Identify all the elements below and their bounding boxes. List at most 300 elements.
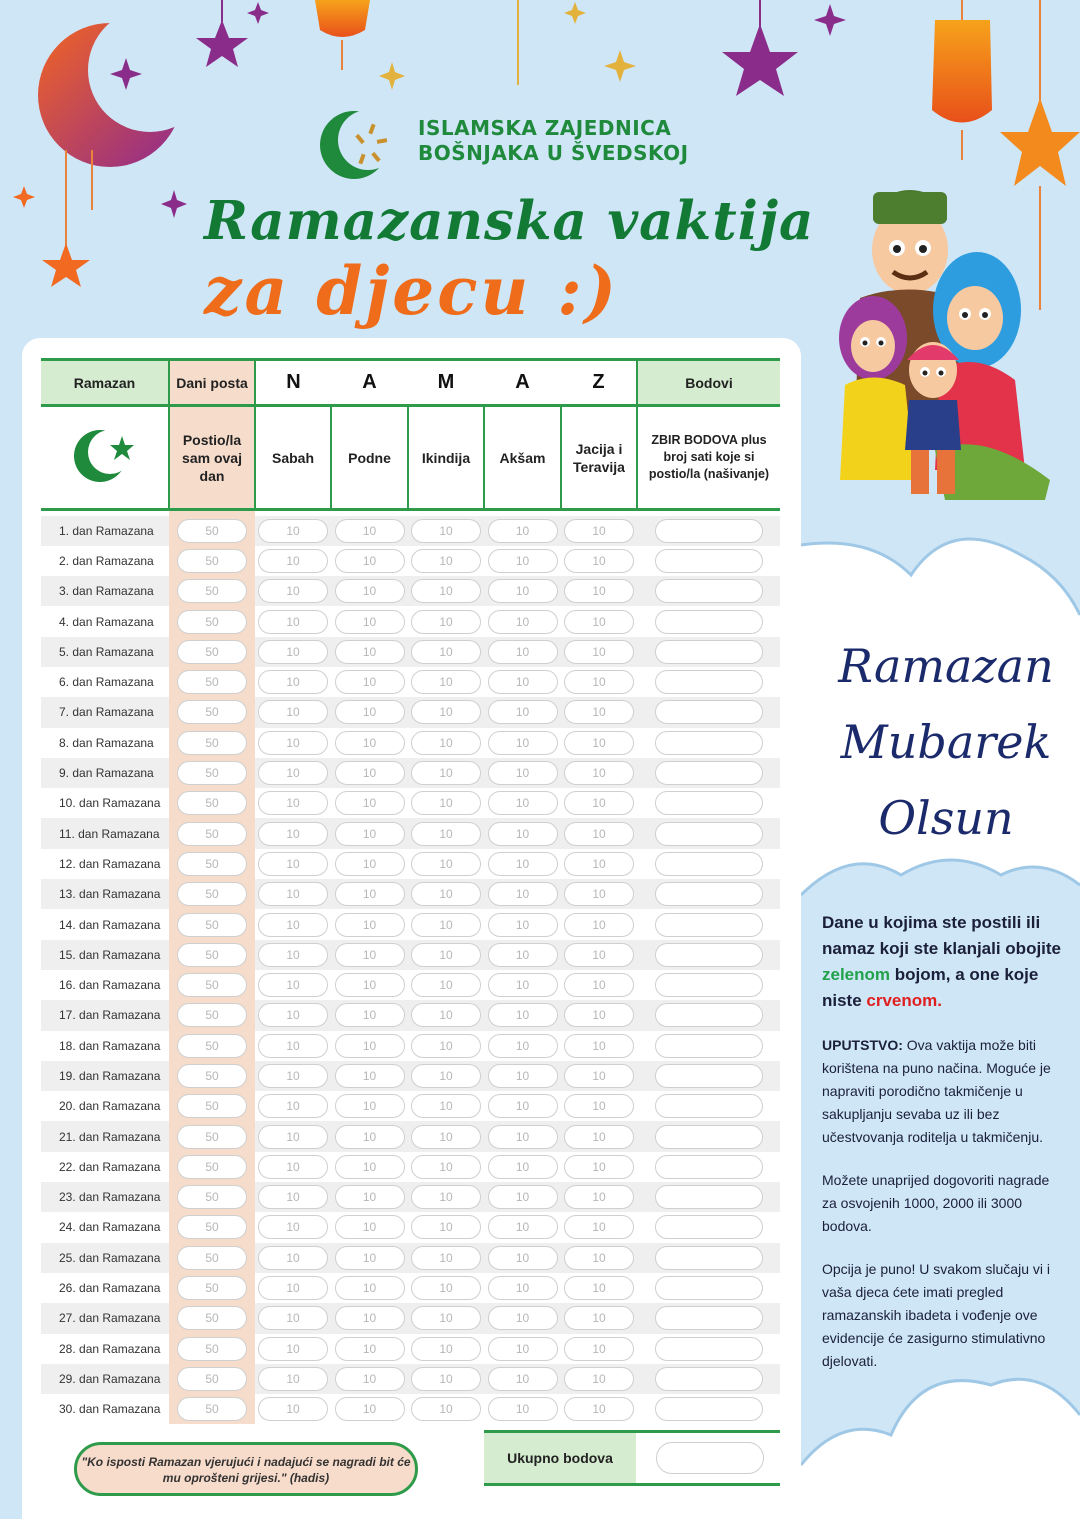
total-cell [637, 1152, 780, 1182]
day-total-field[interactable] [655, 1246, 763, 1270]
total-cell [637, 1121, 780, 1151]
prayer-points-field[interactable]: 10 [564, 1367, 634, 1391]
total-cell [637, 1091, 780, 1121]
prayer-cell [255, 606, 331, 636]
prayer-points-field[interactable]: 10 [335, 1094, 405, 1118]
prayer-points-field[interactable]: 10 [564, 1337, 634, 1361]
prayer-cell [331, 697, 408, 727]
prayer-points-field[interactable]: 10 [488, 549, 558, 573]
prayer-points-field[interactable]: 10 [411, 549, 481, 573]
prayer-points-field[interactable]: 10 [564, 1185, 634, 1209]
prayer-points-field[interactable]: 10 [564, 1155, 634, 1179]
prayer-points-field[interactable]: 10 [411, 913, 481, 937]
prayer-points-field[interactable]: 10 [488, 1155, 558, 1179]
prayer-points-field[interactable]: 10 [258, 640, 328, 664]
prayer-points-field[interactable]: 10 [335, 579, 405, 603]
prayer-points-field[interactable]: 10 [335, 1125, 405, 1149]
prayer-points-field[interactable]: 10 [258, 822, 328, 846]
prayer-points-field[interactable]: 10 [488, 670, 558, 694]
prayer-cell [561, 1212, 637, 1242]
prayer-points-field[interactable]: 10 [258, 1215, 328, 1239]
prayer-cell [484, 637, 561, 667]
day-total-field[interactable] [655, 913, 763, 937]
prayer-cell [255, 909, 331, 939]
fast-points-field[interactable]: 50 [177, 1276, 247, 1300]
day-label: 9. dan Ramazana [41, 758, 169, 788]
prayer-points-field[interactable]: 10 [335, 1064, 405, 1088]
prayer-points-field[interactable]: 10 [488, 579, 558, 603]
prayer-points-field[interactable]: 10 [258, 579, 328, 603]
day-label: 26. dan Ramazana [59, 1281, 161, 1296]
prayer-cell [255, 788, 331, 818]
fast-points-field[interactable]: 50 [177, 1064, 247, 1088]
prayer-points-field[interactable]: 10 [564, 549, 634, 573]
total-row [484, 1430, 780, 1486]
prayer-points-field[interactable]: 10 [335, 913, 405, 937]
prayer-points-field[interactable]: 10 [258, 1246, 328, 1270]
prayer-points-field[interactable]: 10 [258, 973, 328, 997]
prayer-points-field[interactable]: 10 [411, 1155, 481, 1179]
prayer-points-field[interactable]: 10 [564, 943, 634, 967]
prayer-cell [255, 970, 331, 1000]
prayer-points-field[interactable]: 10 [335, 549, 405, 573]
prayer-points-field[interactable]: 10 [258, 1155, 328, 1179]
prayer-points-field[interactable]: 10 [335, 852, 405, 876]
prayer-points-field[interactable]: 10 [564, 1215, 634, 1239]
day-total-field[interactable] [655, 670, 763, 694]
table-row [41, 1000, 780, 1030]
prayer-points-field[interactable]: 10 [488, 700, 558, 724]
fast-cell [169, 667, 255, 697]
prayer-points-field[interactable]: 10 [335, 943, 405, 967]
total-cell [637, 576, 780, 606]
prayer-points-field[interactable]: 10 [335, 882, 405, 906]
prayer-points-field[interactable]: 10 [258, 852, 328, 876]
fast-cell [169, 758, 255, 788]
total-cell [637, 940, 780, 970]
fast-points-field[interactable]: 50 [177, 700, 247, 724]
prayer-points-field[interactable]: 10 [335, 640, 405, 664]
prayer-cell [561, 1334, 637, 1364]
prayer-points-field[interactable]: 10 [488, 1125, 558, 1149]
prayer-cell [331, 516, 408, 546]
day-label: 16. dan Ramazana [59, 978, 161, 993]
prayer-cell [408, 728, 484, 758]
prayer-cell [408, 1121, 484, 1151]
fast-points-field[interactable]: 50 [177, 640, 247, 664]
prayer-points-field[interactable]: 10 [488, 1337, 558, 1361]
prayer-points-field[interactable]: 10 [411, 761, 481, 785]
prayer-points-field[interactable]: 10 [564, 1306, 634, 1330]
prayer-cell [561, 909, 637, 939]
prayer-points-field[interactable]: 10 [564, 670, 634, 694]
prayer-points-field[interactable]: 10 [488, 822, 558, 846]
prayer-points-field[interactable]: 10 [488, 761, 558, 785]
prayer-points-field[interactable]: 10 [335, 1155, 405, 1179]
col-header-bodovi: Bodovi [637, 360, 780, 406]
fast-points-field[interactable]: 50 [177, 1125, 247, 1149]
fast-points-field[interactable]: 50 [177, 852, 247, 876]
fast-points-field[interactable]: 50 [177, 579, 247, 603]
prayer-points-field[interactable]: 10 [411, 1337, 481, 1361]
prayer-points-field[interactable]: 10 [258, 943, 328, 967]
prayer-points-field[interactable]: 10 [258, 700, 328, 724]
prayer-points-field[interactable]: 10 [335, 1185, 405, 1209]
table-row [41, 818, 780, 848]
prayer-points-field[interactable]: 10 [411, 731, 481, 755]
prayer-points-field[interactable]: 10 [411, 1034, 481, 1058]
prayer-points-field[interactable]: 10 [564, 731, 634, 755]
prayer-points-field[interactable]: 10 [564, 822, 634, 846]
prayer-cell [561, 637, 637, 667]
fast-points-field[interactable]: 50 [177, 731, 247, 755]
prayer-points-field[interactable]: 10 [488, 610, 558, 634]
day-total-field[interactable] [655, 882, 763, 906]
prayer-points-field[interactable]: 10 [258, 610, 328, 634]
prayer-points-field[interactable]: 10 [488, 943, 558, 967]
day-label: 13. dan Ramazana [41, 879, 169, 909]
fast-cell [169, 1061, 255, 1091]
day-total-field[interactable] [655, 1185, 763, 1209]
fast-points-field[interactable]: 50 [177, 822, 247, 846]
prayer-points-field[interactable]: 10 [258, 882, 328, 906]
prayer-points-field[interactable]: 10 [335, 1276, 405, 1300]
day-label: 23. dan Ramazana [41, 1182, 169, 1212]
fast-points-field[interactable]: 50 [177, 1215, 247, 1239]
fast-points-field[interactable]: 50 [177, 1337, 247, 1361]
prayer-points-field[interactable]: 10 [335, 731, 405, 755]
prayer-points-field[interactable]: 10 [411, 1003, 481, 1027]
prayer-points-field[interactable]: 10 [335, 670, 405, 694]
total-cell [637, 1182, 780, 1212]
prayer-points-field[interactable]: 10 [335, 1337, 405, 1361]
table-row [41, 576, 780, 606]
prayer-cell [331, 1334, 408, 1364]
prayer-points-field[interactable]: 10 [411, 1367, 481, 1391]
prayer-points-field[interactable]: 10 [411, 1215, 481, 1239]
prayer-points-field[interactable]: 10 [411, 640, 481, 664]
prayer-points-field[interactable]: 10 [564, 882, 634, 906]
table-row [41, 1091, 780, 1121]
prayer-cell [255, 1121, 331, 1151]
day-total-field[interactable] [655, 1337, 763, 1361]
day-total-field[interactable] [655, 1094, 763, 1118]
prayer-cell [408, 1182, 484, 1212]
prayer-points-field[interactable]: 10 [258, 1003, 328, 1027]
day-total-field[interactable] [655, 1215, 763, 1239]
prayer-points-field[interactable]: 10 [488, 852, 558, 876]
prayer-points-field[interactable]: 10 [488, 973, 558, 997]
fast-points-field[interactable]: 50 [177, 943, 247, 967]
prayer-points-field[interactable]: 10 [335, 1306, 405, 1330]
prayer-points-field[interactable]: 10 [488, 1306, 558, 1330]
day-total-field[interactable] [655, 1306, 763, 1330]
prayer-points-field[interactable]: 10 [488, 1094, 558, 1118]
fast-cell [169, 909, 255, 939]
prayer-points-field[interactable]: 10 [335, 519, 405, 543]
prayer-points-field[interactable]: 10 [411, 1397, 481, 1421]
fast-cell [169, 546, 255, 576]
prayer-points-field[interactable]: 10 [564, 791, 634, 815]
vaktija-table-wrapper [41, 358, 780, 1424]
prayer-points-field[interactable]: 10 [258, 791, 328, 815]
prayer-points-field[interactable]: 10 [258, 1276, 328, 1300]
prayer-cell [255, 1303, 331, 1333]
prayer-cell [484, 970, 561, 1000]
day-total-field[interactable] [655, 761, 763, 785]
day-total-field[interactable] [655, 973, 763, 997]
prayer-points-field[interactable]: 10 [335, 1246, 405, 1270]
vaktija-table [41, 358, 780, 1424]
table-row [41, 1243, 780, 1273]
table-row [41, 1061, 780, 1091]
prayer-points-field[interactable]: 10 [258, 1397, 328, 1421]
page-title: Ramazanska vaktija [204, 190, 815, 252]
prayer-points-field[interactable]: 10 [411, 1276, 481, 1300]
prayer-points-field[interactable]: 10 [564, 1246, 634, 1270]
fast-points-field[interactable]: 50 [177, 1306, 247, 1330]
prayer-cell [561, 1121, 637, 1151]
prayer-points-field[interactable]: 10 [488, 1034, 558, 1058]
fast-points-field[interactable]: 50 [177, 882, 247, 906]
prayer-points-field[interactable]: 10 [564, 1276, 634, 1300]
prayer-points-field[interactable]: 10 [258, 913, 328, 937]
prayer-points-field[interactable]: 10 [564, 579, 634, 603]
prayer-cell [561, 1243, 637, 1273]
day-total-field[interactable] [655, 579, 763, 603]
prayer-points-field[interactable]: 10 [488, 791, 558, 815]
day-total-field[interactable] [655, 943, 763, 967]
day-total-field[interactable] [655, 610, 763, 634]
prayer-points-field[interactable]: 10 [258, 670, 328, 694]
prayer-points-field[interactable]: 10 [488, 1397, 558, 1421]
prayer-cell [408, 1243, 484, 1273]
prayer-points-field[interactable]: 10 [411, 822, 481, 846]
day-total-field[interactable] [655, 791, 763, 815]
prayer-points-field[interactable]: 10 [564, 761, 634, 785]
prayer-cell [331, 1091, 408, 1121]
prayer-points-field[interactable]: 10 [258, 761, 328, 785]
prayer-points-field[interactable]: 10 [564, 913, 634, 937]
day-total-field[interactable] [655, 1034, 763, 1058]
prayer-points-field[interactable]: 10 [411, 1246, 481, 1270]
day-total-field[interactable] [655, 549, 763, 573]
prayer-points-field[interactable]: 10 [411, 973, 481, 997]
prayer-points-field[interactable]: 10 [564, 1125, 634, 1149]
fast-points-field[interactable]: 50 [177, 761, 247, 785]
prayer-cell [561, 1061, 637, 1091]
prayer-points-field[interactable]: 10 [335, 822, 405, 846]
total-cell [637, 637, 780, 667]
prayer-cell [408, 1273, 484, 1303]
fast-cell [169, 1121, 255, 1151]
prayer-cell [484, 1061, 561, 1091]
fast-points-field[interactable]: 50 [177, 1094, 247, 1118]
prayer-cell [408, 1152, 484, 1182]
prayer-cell [331, 1212, 408, 1242]
prayer-points-field[interactable]: 10 [411, 852, 481, 876]
prayer-points-field[interactable]: 10 [488, 1215, 558, 1239]
fast-points-field[interactable]: 50 [177, 1155, 247, 1179]
prayer-cell [408, 1000, 484, 1030]
star-icon [722, 24, 798, 96]
prayer-points-field[interactable]: 10 [335, 610, 405, 634]
prayer-points-field[interactable]: 10 [258, 1094, 328, 1118]
table-row [41, 697, 780, 727]
prayer-points-field[interactable]: 10 [564, 519, 634, 543]
fast-points-field[interactable]: 50 [177, 1185, 247, 1209]
fast-points-field[interactable]: 50 [177, 670, 247, 694]
prayer-points-field[interactable]: 10 [258, 1034, 328, 1058]
prayer-cell [331, 1273, 408, 1303]
fast-points-field[interactable]: 50 [177, 519, 247, 543]
prayer-points-field[interactable]: 10 [488, 1064, 558, 1088]
prayer-cell [331, 576, 408, 606]
prayer-points-field[interactable]: 10 [258, 1337, 328, 1361]
prayer-points-field[interactable]: 10 [335, 761, 405, 785]
prayer-points-field[interactable]: 10 [335, 791, 405, 815]
prayer-points-field[interactable]: 10 [411, 943, 481, 967]
prayer-points-field[interactable]: 10 [258, 1125, 328, 1149]
col-header-ramazan: Ramazan [41, 360, 169, 406]
fast-cell [169, 1182, 255, 1212]
col-header-ikindija: Ikindija [408, 406, 484, 510]
prayer-points-field[interactable]: 10 [488, 913, 558, 937]
prayer-points-field[interactable]: 10 [258, 731, 328, 755]
day-label: 20. dan Ramazana [59, 1099, 161, 1114]
prayer-points-field[interactable]: 10 [564, 1003, 634, 1027]
day-label: 18. dan Ramazana [59, 1038, 161, 1053]
prayer-points-field[interactable]: 10 [335, 1003, 405, 1027]
fast-points-field[interactable]: 50 [177, 1397, 247, 1421]
prayer-points-field[interactable]: 10 [564, 852, 634, 876]
fast-points-field[interactable]: 50 [177, 1034, 247, 1058]
prayer-cell [255, 940, 331, 970]
prayer-cell [561, 1031, 637, 1061]
prayer-points-field[interactable]: 10 [258, 549, 328, 573]
prayer-cell [255, 1061, 331, 1091]
prayer-points-field[interactable]: 10 [335, 1034, 405, 1058]
prayer-cell [484, 909, 561, 939]
day-total-field[interactable] [655, 852, 763, 876]
prayer-points-field[interactable]: 10 [335, 1367, 405, 1391]
prayer-points-field[interactable]: 10 [411, 1185, 481, 1209]
prayer-points-field[interactable]: 10 [258, 1185, 328, 1209]
prayer-points-field[interactable]: 10 [564, 1064, 634, 1088]
prayer-points-field[interactable]: 10 [488, 1003, 558, 1027]
prayer-points-field[interactable]: 10 [258, 519, 328, 543]
prayer-points-field[interactable]: 10 [564, 700, 634, 724]
total-cell [637, 1061, 780, 1091]
prayer-points-field[interactable]: 10 [411, 670, 481, 694]
prayer-points-field[interactable]: 10 [488, 1185, 558, 1209]
prayer-points-field[interactable]: 10 [564, 1034, 634, 1058]
prayer-points-field[interactable]: 10 [411, 882, 481, 906]
prayer-points-field[interactable]: 10 [335, 700, 405, 724]
total-cell [637, 818, 780, 848]
prayer-points-field[interactable]: 10 [411, 519, 481, 543]
day-total-field[interactable] [655, 1003, 763, 1027]
day-total-field[interactable] [655, 731, 763, 755]
rewards-note: Možete unaprijed dogovoriti nagrade za osvojenih 1000, 2000 ili 3000 bodova. [822, 1172, 1050, 1234]
prayer-points-field[interactable]: 10 [335, 1397, 405, 1421]
prayer-points-field[interactable]: 10 [258, 1064, 328, 1088]
fast-points-field[interactable]: 50 [177, 913, 247, 937]
prayer-points-field[interactable]: 10 [564, 973, 634, 997]
prayer-cell [408, 1334, 484, 1364]
prayer-points-field[interactable]: 10 [335, 1215, 405, 1239]
prayer-points-field[interactable]: 10 [411, 1094, 481, 1118]
fast-cell [169, 1273, 255, 1303]
day-total-field[interactable] [655, 1064, 763, 1088]
fast-points-field[interactable]: 50 [177, 1003, 247, 1027]
prayer-points-field[interactable]: 10 [411, 579, 481, 603]
total-cell [637, 849, 780, 879]
prayer-cell [484, 516, 561, 546]
fast-points-field[interactable]: 50 [177, 610, 247, 634]
day-label: 15. dan Ramazana [41, 940, 169, 970]
prayer-points-field[interactable]: 10 [488, 1246, 558, 1270]
col-header-jacija: Jacija i Teravija [561, 406, 637, 510]
prayer-cell [408, 1031, 484, 1061]
prayer-points-field[interactable]: 10 [335, 973, 405, 997]
fast-points-field[interactable]: 50 [177, 1367, 247, 1391]
prayer-points-field[interactable]: 10 [411, 791, 481, 815]
prayer-points-field[interactable]: 10 [488, 519, 558, 543]
fast-points-field[interactable]: 50 [177, 791, 247, 815]
prayer-points-field[interactable]: 10 [411, 1125, 481, 1149]
day-total-field[interactable] [655, 519, 763, 543]
prayer-cell [331, 940, 408, 970]
fast-points-field[interactable]: 50 [177, 973, 247, 997]
hadis-quote: "Ko isposti Ramazan vjerujući i nadajući se nagradi bit će mu oprošteni grijesi." (hadis) [74, 1442, 418, 1496]
prayer-points-field[interactable]: 10 [488, 731, 558, 755]
day-total-field[interactable] [655, 1125, 763, 1149]
day-total-field[interactable] [655, 1397, 763, 1421]
day-total-field[interactable] [655, 1155, 763, 1179]
prayer-points-field[interactable]: 10 [258, 1367, 328, 1391]
prayer-cell [331, 1364, 408, 1394]
prayer-points-field[interactable]: 10 [564, 640, 634, 664]
prayer-cell [408, 1303, 484, 1333]
prayer-points-field[interactable]: 10 [488, 1367, 558, 1391]
prayer-points-field[interactable]: 10 [411, 610, 481, 634]
day-total-field[interactable] [655, 822, 763, 846]
prayer-points-field[interactable]: 10 [564, 1397, 634, 1421]
fast-points-field[interactable]: 50 [177, 1246, 247, 1270]
prayer-points-field[interactable]: 10 [411, 1306, 481, 1330]
prayer-cell [331, 667, 408, 697]
prayer-points-field[interactable]: 10 [411, 1064, 481, 1088]
fast-points-field[interactable]: 50 [177, 549, 247, 573]
prayer-points-field[interactable]: 10 [564, 1094, 634, 1118]
total-points-field[interactable] [656, 1442, 764, 1474]
prayer-cell [408, 546, 484, 576]
day-total-field[interactable] [655, 640, 763, 664]
prayer-points-field[interactable]: 10 [411, 700, 481, 724]
prayer-points-field[interactable]: 10 [488, 882, 558, 906]
day-total-field[interactable] [655, 1276, 763, 1300]
organization-logo [318, 104, 388, 186]
star-icon [1000, 98, 1080, 186]
prayer-points-field[interactable]: 10 [488, 640, 558, 664]
day-total-field[interactable] [655, 700, 763, 724]
day-total-field[interactable] [655, 1367, 763, 1391]
prayer-points-field[interactable]: 10 [564, 610, 634, 634]
namaz-letter: N [255, 360, 331, 406]
prayer-points-field[interactable]: 10 [488, 1276, 558, 1300]
prayer-points-field[interactable]: 10 [258, 1306, 328, 1330]
